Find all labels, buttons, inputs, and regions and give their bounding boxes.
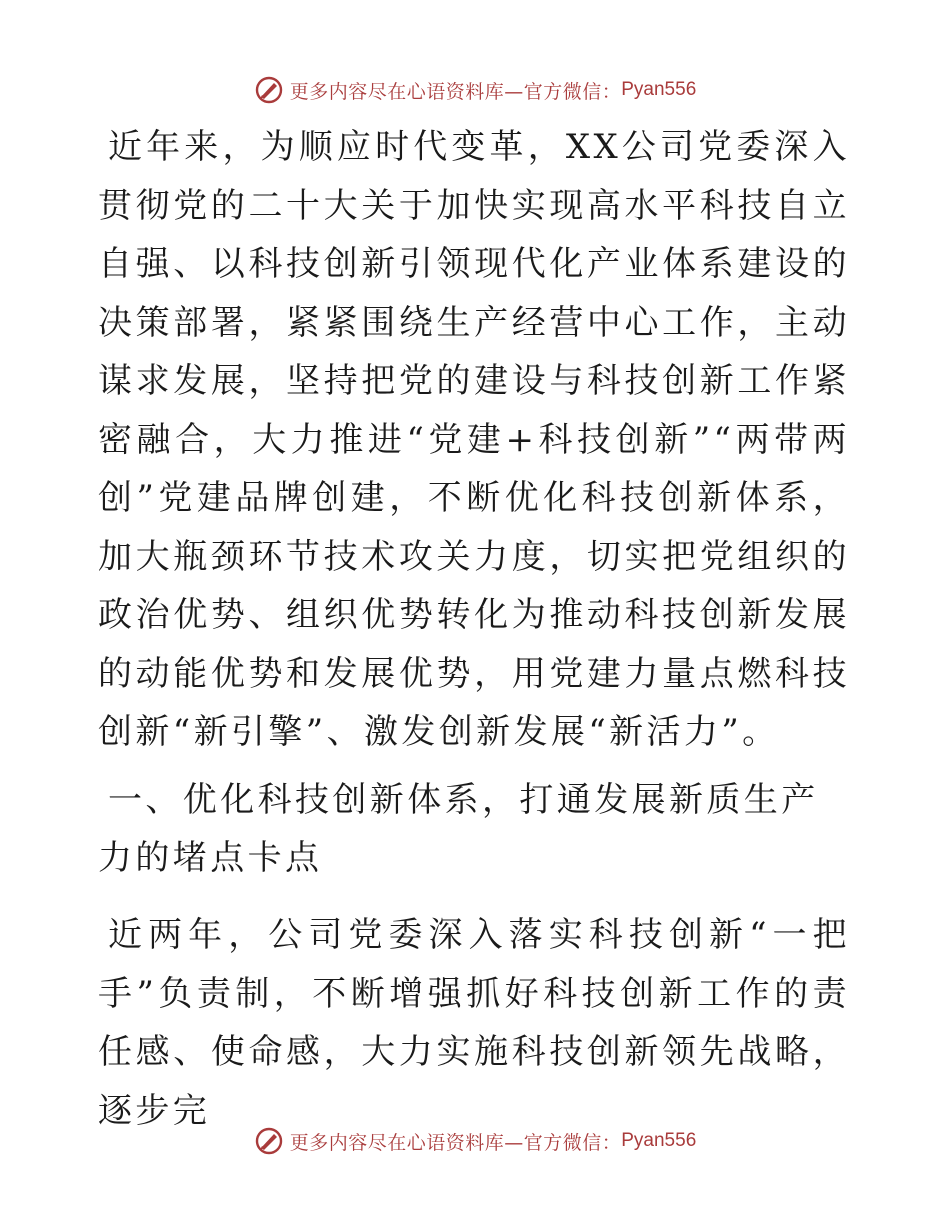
pen-logo-icon: [254, 75, 284, 105]
paragraph-section-1: 近两年，公司党委深入落实科技创新“一把手”负责制，不断增强抓好科技创新工作的责任感、使命感，大力实施科技创新领先战略，逐步完: [98, 915, 850, 1131]
document-body: [98, 118, 850, 1140]
watermark-footer: [0, 1121, 950, 1161]
watermark-text: 更多内容尽在心语资料库—官方微信：: [289, 1131, 622, 1154]
section-heading-1: 一、优化科技创新体系，打通发展新质生产力的堵点卡点: [98, 780, 819, 878]
pen-logo-icon: [254, 1126, 284, 1156]
paragraph-intro: 近年来，为顺应时代变革，XX公司党委深入贯彻党的二十大关于加快实现高水平科技自立自强、以科技创新引领现代化产业体系建设的决策部署，紧紧围绕生产经营中心工作，主动谋求发展，坚持把党的建设与科技创新工作紧密融合，大力推进“党建+科技创新”“两带两创”党建品牌创建，不断优化科技创新体系，加大瓶颈环节技术攻关力度，切实把党组织的政治优势、组织优势转化为推动科技创新发展的动能优势和发展优势，用党建力量点燃科技创新“新引擎”、激发创新发展“新活力”。: [98, 127, 850, 752]
watermark-text: 更多内容尽在心语资料库—官方微信：: [289, 80, 622, 103]
watermark-wechat-id: Pyan556: [621, 79, 697, 100]
watermark-wechat-id: Pyan556: [621, 1130, 697, 1151]
watermark-header: [0, 70, 950, 110]
